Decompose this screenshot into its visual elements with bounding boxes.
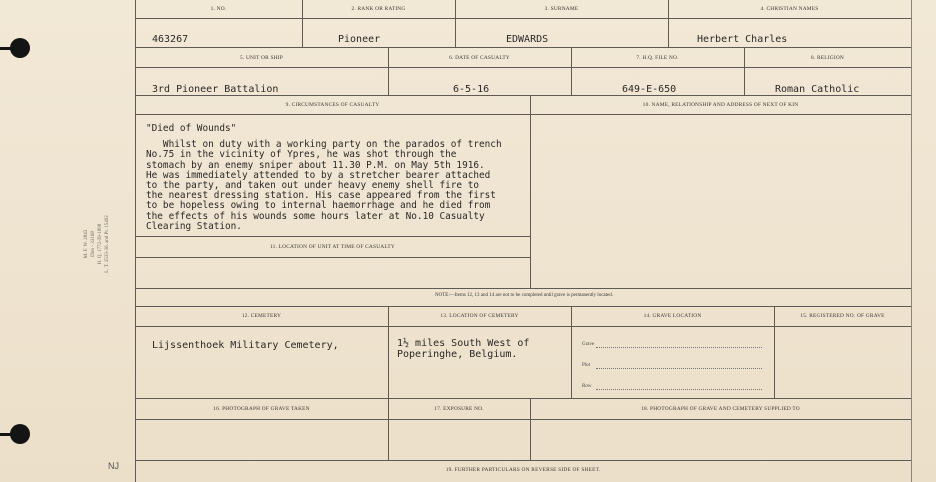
grave-field-label: Grave bbox=[582, 342, 595, 347]
header-hq-file: 7. H.Q. FILE NO. bbox=[636, 55, 679, 61]
surname-value: EDWARDS bbox=[506, 34, 549, 45]
circumstances-line: "Died of Wounds" bbox=[146, 123, 237, 134]
circumstances-line: Whilst on duty with a working party on the parados of trench bbox=[146, 139, 502, 151]
rule bbox=[135, 288, 911, 289]
circumstances-line: to be hopeless owing to internal haemorrhage and he died from bbox=[146, 200, 491, 212]
circumstances-line: the effects of his wounds some hours later at No.10 Casualty bbox=[146, 210, 485, 222]
service-number: 463267 bbox=[152, 34, 189, 45]
header-photo-supplied: 18. PHOTOGRAPH OF GRAVE AND CEMETERY SUPPLIED TO bbox=[641, 406, 800, 412]
rule bbox=[135, 114, 911, 115]
header-unit: 5. UNIT OR SHIP bbox=[239, 55, 284, 61]
header-exposure: 17. EXPOSURE NO. bbox=[434, 406, 484, 412]
header-religion: 8. RELIGION bbox=[810, 55, 845, 61]
header-further: 19. FURTHER PARTICULARS ON REVERSE SIDE OF SHEET. bbox=[445, 467, 601, 473]
header-cemetery: 12. CEMETERY bbox=[241, 313, 282, 319]
rank-value: Pioneer bbox=[338, 34, 381, 45]
row-field-label: Row bbox=[582, 384, 592, 389]
header-christian-names: 4. CHRISTIAN NAMES bbox=[760, 6, 819, 12]
header-rank: 2. RANK OR RATING bbox=[351, 6, 406, 12]
corner-mark: NJ bbox=[108, 461, 119, 471]
location-cemetery-line1: 1½ miles South West of bbox=[397, 338, 530, 349]
rule bbox=[135, 257, 530, 258]
rule bbox=[530, 95, 531, 288]
rule bbox=[388, 419, 389, 460]
form-right-border bbox=[911, 0, 912, 482]
circumstances-line: No.75 in the vicinity of Ypres, he was shot through the bbox=[146, 149, 457, 161]
side-print-line: Dies - 33168 bbox=[91, 231, 96, 257]
circumstances-line: Clearing Station. bbox=[146, 220, 242, 232]
circumstances-line: He was immediately attended to by a stretcher bearer attached bbox=[146, 169, 491, 181]
circumstances-line: stomach by an enemy sniper about 11.30 P.M. on May 5th 1916. bbox=[146, 159, 485, 171]
header-grave-location: 14. GRAVE LOCATION bbox=[643, 313, 702, 319]
rule bbox=[774, 306, 775, 398]
circumstances-text bbox=[146, 124, 528, 232]
location-cemetery-line2: Poperinghe, Belgium. bbox=[397, 349, 518, 360]
rule bbox=[135, 47, 911, 48]
rule bbox=[135, 460, 911, 461]
rule bbox=[135, 398, 911, 399]
punch-hole-top bbox=[10, 38, 30, 58]
punch-hole-bottom bbox=[10, 424, 30, 444]
rule bbox=[135, 67, 911, 68]
rule bbox=[135, 306, 911, 307]
rule bbox=[571, 306, 572, 398]
header-date: 6. DATE OF CASUALTY bbox=[449, 55, 510, 61]
rule bbox=[135, 419, 911, 420]
header-location-cemetery: 13. LOCATION OF CEMETERY bbox=[440, 313, 519, 319]
header-location-unit: 11. LOCATION OF UNIT AT TIME OF CASUALTY bbox=[269, 244, 395, 250]
rule bbox=[135, 236, 530, 237]
header-registered-no: 15. REGISTERED NO. OF GRAVE bbox=[800, 313, 885, 319]
christian-names-value: Herbert Charles bbox=[697, 34, 788, 45]
header-surname: 3. SURNAME bbox=[544, 6, 579, 12]
plot-field-line bbox=[596, 368, 762, 369]
header-next-of-kin: 10. NAME, RELATIONSHIP AND ADDRESS OF NEXT OF KIN bbox=[642, 102, 799, 108]
side-print-line: M. F. W. 2843 bbox=[84, 229, 89, 259]
circumstances-line: the nearest dressing station. His case appeared from the first bbox=[146, 190, 496, 202]
row-field-line bbox=[596, 389, 762, 390]
date-value: 6-5-16 bbox=[453, 84, 490, 95]
religion-value: Roman Catholic bbox=[775, 84, 860, 95]
side-print bbox=[83, 214, 143, 274]
grave-field-line bbox=[596, 347, 762, 348]
rule bbox=[135, 95, 911, 96]
plot-field-label: Plot bbox=[582, 363, 591, 368]
hq-file-value: 649-E-650 bbox=[622, 84, 677, 95]
rule bbox=[135, 18, 911, 19]
completion-note: NOTE:—Items 12, 13 and 14 are not to be completed until grave is permanently located. bbox=[434, 293, 613, 298]
header-circumstances: 9. CIRCUMSTANCES OF CASUALTY bbox=[285, 102, 380, 108]
side-print-line: L. T. 2533-36. and Pr. 15492 bbox=[105, 215, 110, 273]
rule bbox=[135, 326, 911, 327]
cemetery-value: Lijssenthoek Military Cemetery, bbox=[152, 340, 339, 351]
header-photo-taken: 16. PHOTOGRAPH OF GRAVE TAKEN bbox=[213, 406, 310, 412]
side-print-line: H. Q. 1772-39-1898 bbox=[98, 223, 103, 265]
unit-value: 3rd Pioneer Battalion bbox=[152, 84, 279, 95]
header-no: 1. NO. bbox=[210, 6, 227, 12]
rule bbox=[388, 306, 389, 419]
circumstances-line: to the party, and taken out under heavy enemy shell fire to bbox=[146, 180, 480, 192]
